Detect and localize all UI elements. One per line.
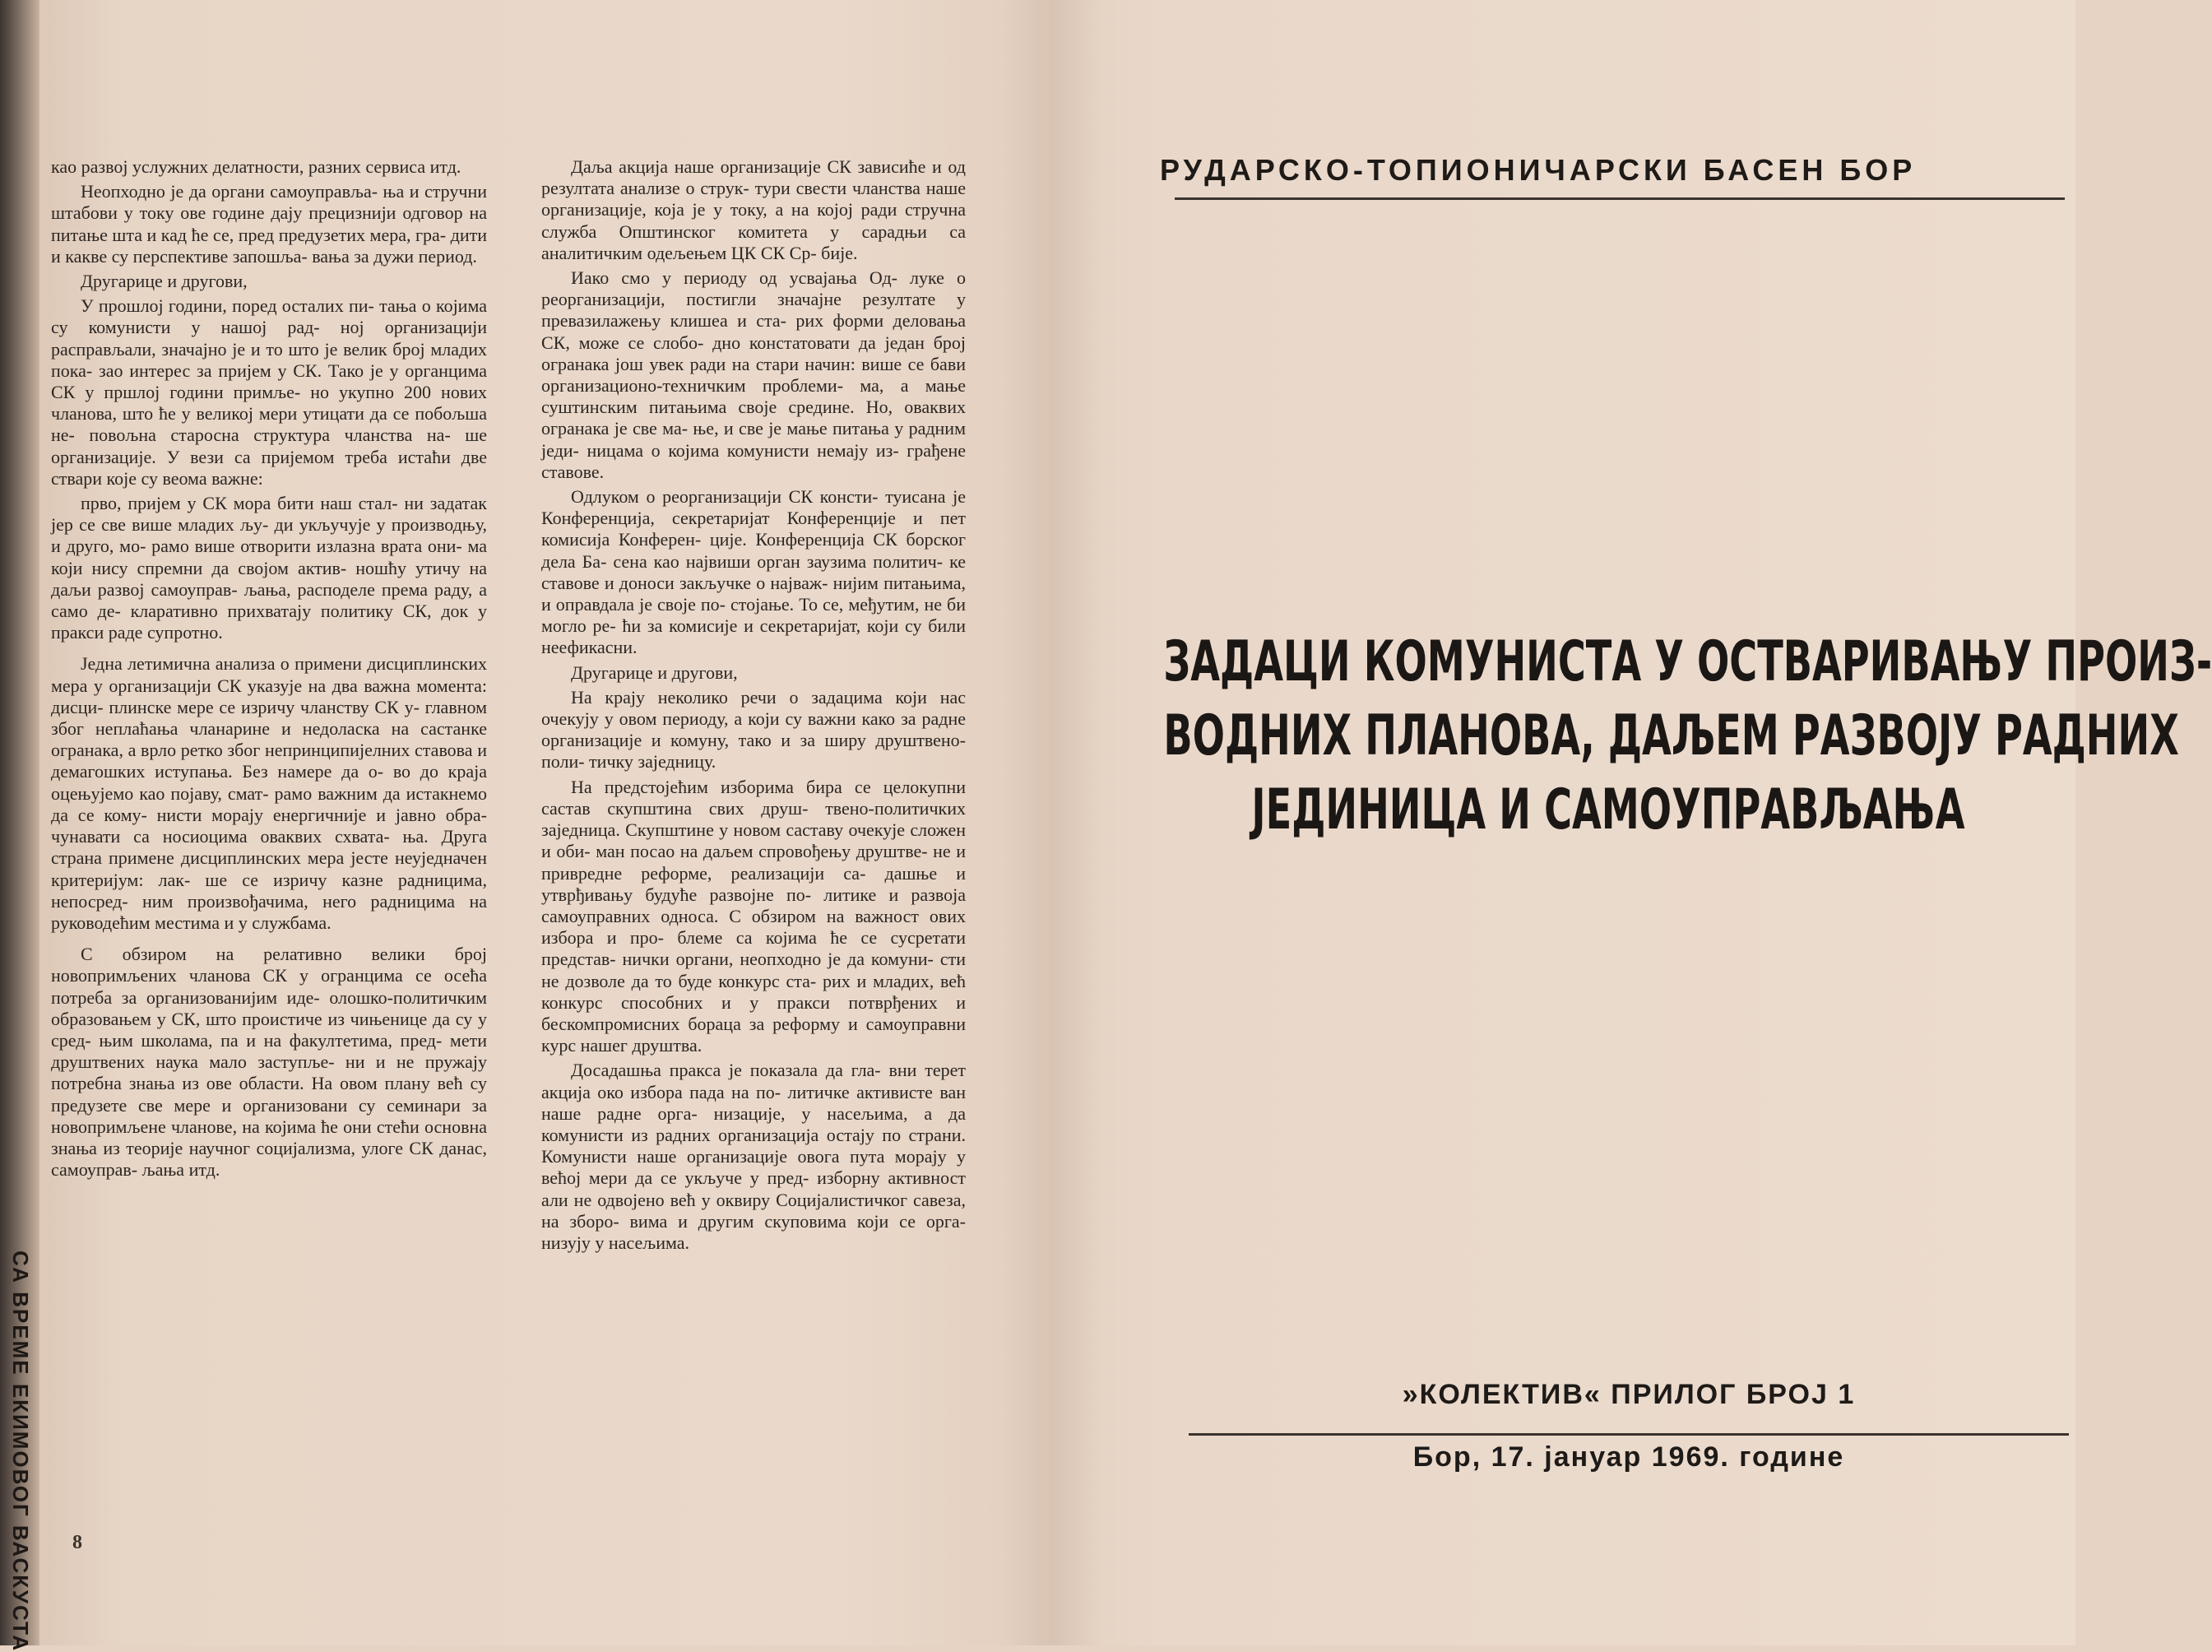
paragraph: Досадашња пракса је показала да гла- вни терет акција око избора пада на по- литичке активисте ван наше радне орга- низације, у насељима, а да комунисти из радних организација остају по страни. Комунисти наше организације овога пута морају у већој мери да се укључе у пред- изборну активност али не одвојено већ у оквиру Социјалистичког савеза, на зборо- вима и другим скуповима који се орга- низују у насељима. (541, 1060, 966, 1253)
paragraph: С обзиром на релативно велики број новопримљених чланова СК у огранцима се осећа потреба за организованијим иде- олошко-политичким образовањем у СК, што проистиче из чињенице да су у сред- њим школама, па и на факултетима, пред- мети друштвених наука мало заступље- ни и не пружају потребна знања из ове области. На овом плану већ су предузете све мере и организовани су семинари за новопримљене чланове, на којима ће они стећи основна знања из теорије научног социјализма, улоге СК данас, самоуправ- љања итд. (51, 944, 487, 1181)
header-rule (1175, 197, 2065, 200)
paragraph: као развој услужних делатности, разних сервиса итд. (51, 156, 461, 177)
paragraph: На крају неколико речи о задацима који нас очекују у овом периоду, а који су важни како за радне организације и комуну, тако и за ширу друштвено-поли- тичку заједницу. (541, 686, 966, 773)
paragraph: Неопходно је да органи самоуправља- ња и стручни штабови у току ове године дају прецизнији одговор на питање шта и кад ће се, пред предузетих мера, гра- дити и какве су перспективе запошља- вања за дужи период. (51, 181, 487, 267)
footer-rule (1189, 1433, 2069, 1436)
paragraph: Једна летимична анализа о примени дисциплинских мера у организацији СК указује на два важна момента: дисци- плинске мере се изричу чланству СК у- главном због неплаћања чланарине и недоласка на састанке огранака, а врло ретко због непринципијелних ставова и демагошких иступања. Без намере да о- во до краја оцењујемо као појаву, смат- рамо важним да истакнемо да се кому- нисти морају енергичније и јавно обра- чунавати са носиоцима оваквих схвата- ња. Друга страна примене дисциплинских мера јесте неуједначен критеријум: лак- ше се изричу казне радницима, непосред- ним произвођачима, него радницима на руководећим местима и у службама. (51, 653, 487, 933)
paragraph: прво, пријем у СК мора бити наш стал- ни задатак јер се све више младих љу- ди укључује у производњу, и друго, мо- рамо више отворити излазна врата они- ма који нису спремни да својом актив- ношћу утичу на даљи развој самоуправ- љања, расподеле према раду, а само де- кларативно прихватају политику СК, док у пракси раде супротно. (51, 493, 487, 643)
main-title (1163, 625, 2212, 847)
paragraph: Даља акција наше организације СК зависиће и од резултата анализе о струк- тури свести чланства наше организације, која је у току, а на којој ради стручна служба Општинског комитета у сарадњи са аналитичким одељењем ЦК СК Ср- бије. (541, 156, 966, 263)
title-line: ЈЕДИНИЦА И САМОУПРАВЉАЊА (1251, 777, 1965, 842)
paragraph: На предстојећим изборима бира се целокупни састав скупштина свих друш- твено-политичких заједница. Скупштине у новом саставу очекује сложен и оби- ман посао на даљем спровођењу друштве- не и привредне реформе, реализацији са- дашње и утврђивању будуће развојне по- литике и развоја самоуправних односа. С обзиром на важност ових избора и про- блеме са којима ће се сусретати представ- нички органи, неопходно је да комуни- сти не дозволе да то буде конкурс ста- рих и младих, већ конкурс способних и у пракси потврђених и бескомпромисних бораца за реформу и самоуправни курс нашег друштва. (541, 776, 966, 1056)
paragraph: Другарице и другови, (81, 271, 248, 292)
paragraph: Одлуком о реорганизацији СК консти- туисана је Конференција, секретаријат Конференције и пет комисија Конферен- ције. Конференција СК борског дела Ба- сена као највиши орган заузима политич- ке ставове и доноси закључке о најваж- нијим питањима, и оправдала је своје по- стојање. То се, међутим, не би могло ре- ћи за комисије и секретаријат, који су били неефикасни. (541, 486, 966, 658)
left-text-column (51, 156, 487, 1184)
page-gutter (1004, 0, 1102, 1645)
publication-line: »КОЛЕКТИВ« ПРИЛОГ БРОЈ 1 (1402, 1379, 1856, 1410)
spine-text: СА ВРЕМЕ ЕКИМОВОГ ВАСКУСТА (8, 1251, 33, 1652)
title-line: ЗАДАЦИ КОМУНИСТА У ОСТВАРИВАЊУ ПРОИЗ- (1163, 629, 2212, 694)
page-number: 8 (72, 1532, 82, 1553)
paragraph: У прошлој години, поред осталих пи- тања о којима су комунисти у нашој рад- ној организацији расправљали, значајно је и то што је велик број младих пока- зао интерес за пријем у СК. Тако је у органцима СК у пршлој години примље- но укупно 200 нових чланова, што ће у великој мери утицати да се побољша не- повољна старосна структура чланства на- ше организације. У вези са пријемом треба истаћи две ствари које су веома важне: (51, 295, 487, 489)
publisher-header: РУДАРСКО-ТОПИОНИЧАРСКИ БАСЕН БОР (1160, 153, 1917, 187)
right-text-column (541, 156, 966, 1257)
date-line: Бор, 17. јануар 1969. године (1412, 1441, 1845, 1473)
title-line: ВОДНИХ ПЛАНОВА, ДАЉЕМ РАЗВОЈУ РАДНИХ (1163, 703, 2179, 768)
paragraph: Другарице и другови, (571, 661, 738, 683)
paragraph: Иако смо у периоду од усвајања Од- луке о реорганизацији, постигли значајне резултате у превазилажењу клишеа и ста- рих форми деловања СК, може се слобо- дно констатовати да један број огранака још увек ради на стари начин: више се бави организационо-техничким проблеми- ма, а мање суштинским питањима своје средине. Но, оваквих огранака је све ма- ње, и све је мање питања у радним једи- ницама о којима комунисти немају из- грађене ставове. (541, 267, 966, 482)
